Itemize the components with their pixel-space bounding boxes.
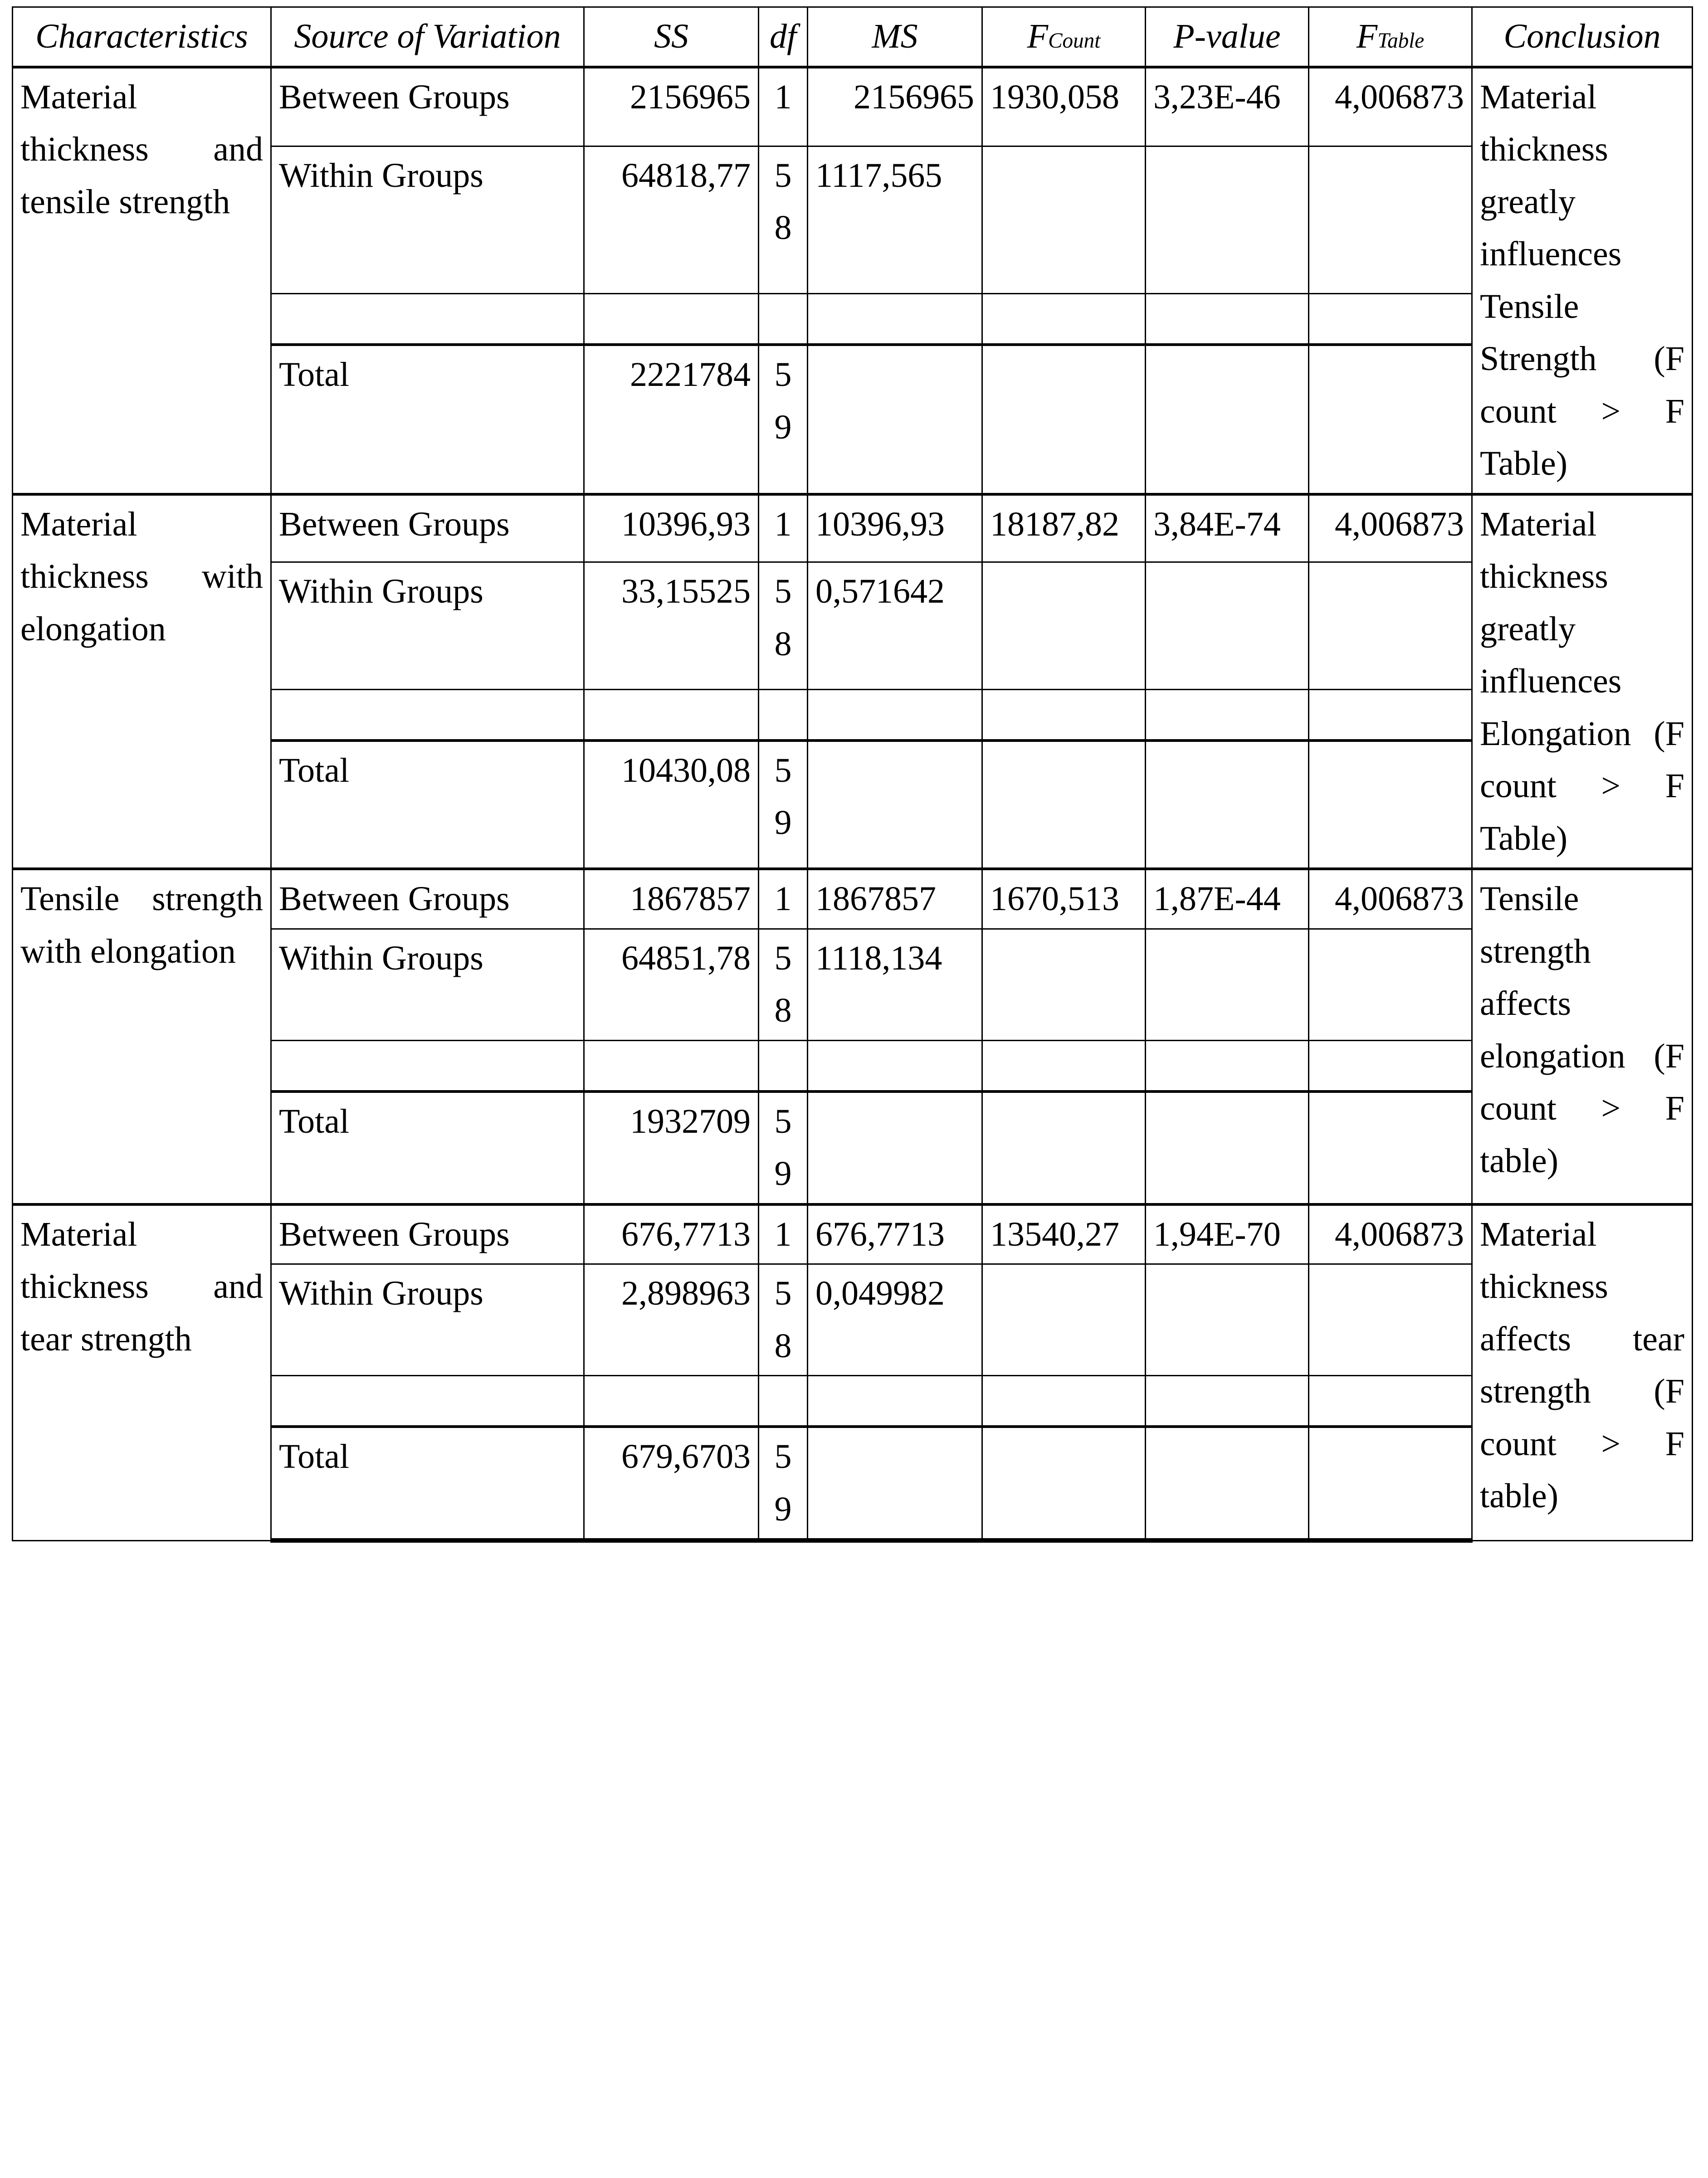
df-cell: 1 (759, 494, 808, 562)
ss-cell: 10396,93 (584, 494, 759, 562)
ms-cell: 1867857 (808, 869, 982, 929)
df-cell: 59 (759, 1091, 808, 1204)
f-count-cell (982, 1264, 1146, 1376)
p-value-cell (1146, 1091, 1309, 1204)
ms-cell (808, 294, 982, 345)
p-value-cell (1146, 689, 1309, 741)
ss-cell: 33,15525 (584, 562, 759, 689)
source-of-variation-cell: Between Groups (271, 494, 584, 562)
df-cell: 1 (759, 869, 808, 929)
characteristic-cell: Material thickness and tear strength (13, 1204, 271, 1541)
p-value-cell (1146, 1376, 1309, 1427)
f-table-cell (1309, 929, 1472, 1040)
f-count-cell (982, 562, 1146, 689)
f-count-cell: 13540,27 (982, 1204, 1146, 1264)
column-header-f-table-label: F (1356, 17, 1378, 55)
f-count-cell (982, 1091, 1146, 1204)
column-header-f-count (982, 7, 1146, 67)
p-value-cell (1146, 294, 1309, 345)
f-count-cell: 1670,513 (982, 869, 1146, 929)
ms-cell: 10396,93 (808, 494, 982, 562)
f-count-cell: 18187,82 (982, 494, 1146, 562)
ms-cell (808, 345, 982, 494)
f-table-cell: 4,006873 (1309, 869, 1472, 929)
ms-cell (808, 1091, 982, 1204)
characteristic-cell: Material thickness and tensile strength (13, 67, 271, 494)
p-value-cell (1146, 345, 1309, 494)
source-of-variation-cell (271, 689, 584, 741)
ss-cell (584, 689, 759, 741)
p-value-cell: 3,84E-74 (1146, 494, 1309, 562)
column-header-df (759, 7, 808, 67)
column-header-characteristics (13, 7, 271, 67)
ms-cell: 676,7713 (808, 1204, 982, 1264)
column-header-p-value-label: P-value (1173, 17, 1281, 55)
ms-cell: 0,571642 (808, 562, 982, 689)
p-value-cell (1146, 741, 1309, 869)
characteristic-cell: Tensile strength with elongation (13, 869, 271, 1204)
ss-cell: 1867857 (584, 869, 759, 929)
conclusion-cell: Material thickness affects tear strength (F count > F table) (1472, 1204, 1693, 1541)
source-of-variation-cell: Between Groups (271, 67, 584, 146)
source-of-variation-cell: Within Groups (271, 562, 584, 689)
source-of-variation-cell (271, 1376, 584, 1427)
df-cell (759, 294, 808, 345)
column-header-characteristics-label: Characteristics (35, 17, 248, 55)
f-table-cell (1309, 1264, 1472, 1376)
source-of-variation-cell: Between Groups (271, 869, 584, 929)
source-of-variation-cell: Within Groups (271, 146, 584, 293)
p-value-cell (1146, 562, 1309, 689)
column-header-ms (808, 7, 982, 67)
ss-cell: 1932709 (584, 1091, 759, 1204)
f-table-cell (1309, 345, 1472, 494)
table-row (13, 67, 1693, 146)
p-value-cell: 1,87E-44 (1146, 869, 1309, 929)
ms-cell (808, 689, 982, 741)
ss-cell (584, 1376, 759, 1427)
p-value-cell (1146, 929, 1309, 1040)
source-of-variation-cell: Total (271, 1091, 584, 1204)
column-header-f-table-subscript: Table (1377, 29, 1425, 53)
column-header-source-of-variation (271, 7, 584, 67)
f-count-cell (982, 146, 1146, 293)
df-cell (759, 1040, 808, 1091)
source-of-variation-cell (271, 1040, 584, 1091)
source-of-variation-cell: Within Groups (271, 1264, 584, 1376)
ms-cell: 2156965 (808, 67, 982, 146)
df-cell: 58 (759, 1264, 808, 1376)
ss-cell: 2221784 (584, 345, 759, 494)
f-table-cell: 4,006873 (1309, 494, 1472, 562)
df-cell: 1 (759, 67, 808, 146)
conclusion-cell: Material thickness greatly influences Tensile Strength (F count > F Table) (1472, 67, 1693, 494)
conclusion-cell: Tensile strength affects elongation (F count > F table) (1472, 869, 1693, 1204)
table-body (13, 67, 1693, 1541)
table-header (13, 7, 1693, 67)
f-count-cell (982, 1376, 1146, 1427)
df-cell: 1 (759, 1204, 808, 1264)
ms-cell: 0,049982 (808, 1264, 982, 1376)
f-table-cell (1309, 741, 1472, 869)
column-header-p-value (1146, 7, 1309, 67)
ms-cell (808, 741, 982, 869)
df-cell: 58 (759, 929, 808, 1040)
ss-cell (584, 294, 759, 345)
column-header-conclusion (1472, 7, 1693, 67)
f-table-cell: 4,006873 (1309, 67, 1472, 146)
source-of-variation-cell (271, 294, 584, 345)
ms-cell (808, 1427, 982, 1540)
p-value-cell: 1,94E-70 (1146, 1204, 1309, 1264)
f-count-cell (982, 929, 1146, 1040)
column-header-f-table (1309, 7, 1472, 67)
column-header-ss-label: SS (654, 17, 688, 55)
f-count-cell (982, 1040, 1146, 1091)
ss-cell: 2156965 (584, 67, 759, 146)
ss-cell: 64818,77 (584, 146, 759, 293)
ms-cell (808, 1376, 982, 1427)
table-row (13, 869, 1693, 929)
df-cell (759, 689, 808, 741)
column-header-conclusion-label: Conclusion (1503, 17, 1661, 55)
f-count-cell (982, 1427, 1146, 1540)
header-row (13, 7, 1693, 67)
df-cell: 59 (759, 741, 808, 869)
ss-cell: 679,6703 (584, 1427, 759, 1540)
column-header-f-count-subscript: Count (1048, 29, 1101, 53)
f-table-cell (1309, 294, 1472, 345)
ss-cell (584, 1040, 759, 1091)
ss-cell: 676,7713 (584, 1204, 759, 1264)
f-table-cell (1309, 562, 1472, 689)
source-of-variation-cell: Total (271, 741, 584, 869)
p-value-cell (1146, 1427, 1309, 1540)
source-of-variation-cell: Between Groups (271, 1204, 584, 1264)
f-count-cell (982, 741, 1146, 869)
column-header-df-label: df (769, 17, 797, 55)
ss-cell: 10430,08 (584, 741, 759, 869)
ms-cell: 1118,134 (808, 929, 982, 1040)
df-cell: 58 (759, 146, 808, 293)
column-header-ms-label: MS (872, 17, 918, 55)
f-count-cell (982, 689, 1146, 741)
df-cell (759, 1376, 808, 1427)
table-row (13, 1204, 1693, 1264)
source-of-variation-cell: Total (271, 1427, 584, 1540)
conclusion-cell: Material thickness greatly influences Elongation (F count > F Table) (1472, 494, 1693, 869)
f-count-cell (982, 294, 1146, 345)
f-table-cell: 4,006873 (1309, 1204, 1472, 1264)
p-value-cell (1146, 146, 1309, 293)
ss-cell: 2,898963 (584, 1264, 759, 1376)
p-value-cell (1146, 1264, 1309, 1376)
ms-cell (808, 1040, 982, 1091)
source-of-variation-cell: Within Groups (271, 929, 584, 1040)
column-header-ss (584, 7, 759, 67)
ss-cell: 64851,78 (584, 929, 759, 1040)
f-table-cell (1309, 146, 1472, 293)
table-row (13, 494, 1693, 562)
f-count-cell: 1930,058 (982, 67, 1146, 146)
source-of-variation-cell: Total (271, 345, 584, 494)
anova-results-table (12, 6, 1693, 1543)
df-cell: 58 (759, 562, 808, 689)
ms-cell: 1117,565 (808, 146, 982, 293)
f-table-cell (1309, 1040, 1472, 1091)
f-table-cell (1309, 1427, 1472, 1540)
characteristic-cell: Material thickness with elongation (13, 494, 271, 869)
column-header-source-of-variation-label: Source of Variation (294, 17, 561, 55)
df-cell: 59 (759, 1427, 808, 1540)
f-table-cell (1309, 1376, 1472, 1427)
f-table-cell (1309, 1091, 1472, 1204)
p-value-cell: 3,23E-46 (1146, 67, 1309, 146)
f-table-cell (1309, 689, 1472, 741)
column-header-f-count-label: F (1027, 17, 1049, 55)
f-count-cell (982, 345, 1146, 494)
df-cell: 59 (759, 345, 808, 494)
p-value-cell (1146, 1040, 1309, 1091)
